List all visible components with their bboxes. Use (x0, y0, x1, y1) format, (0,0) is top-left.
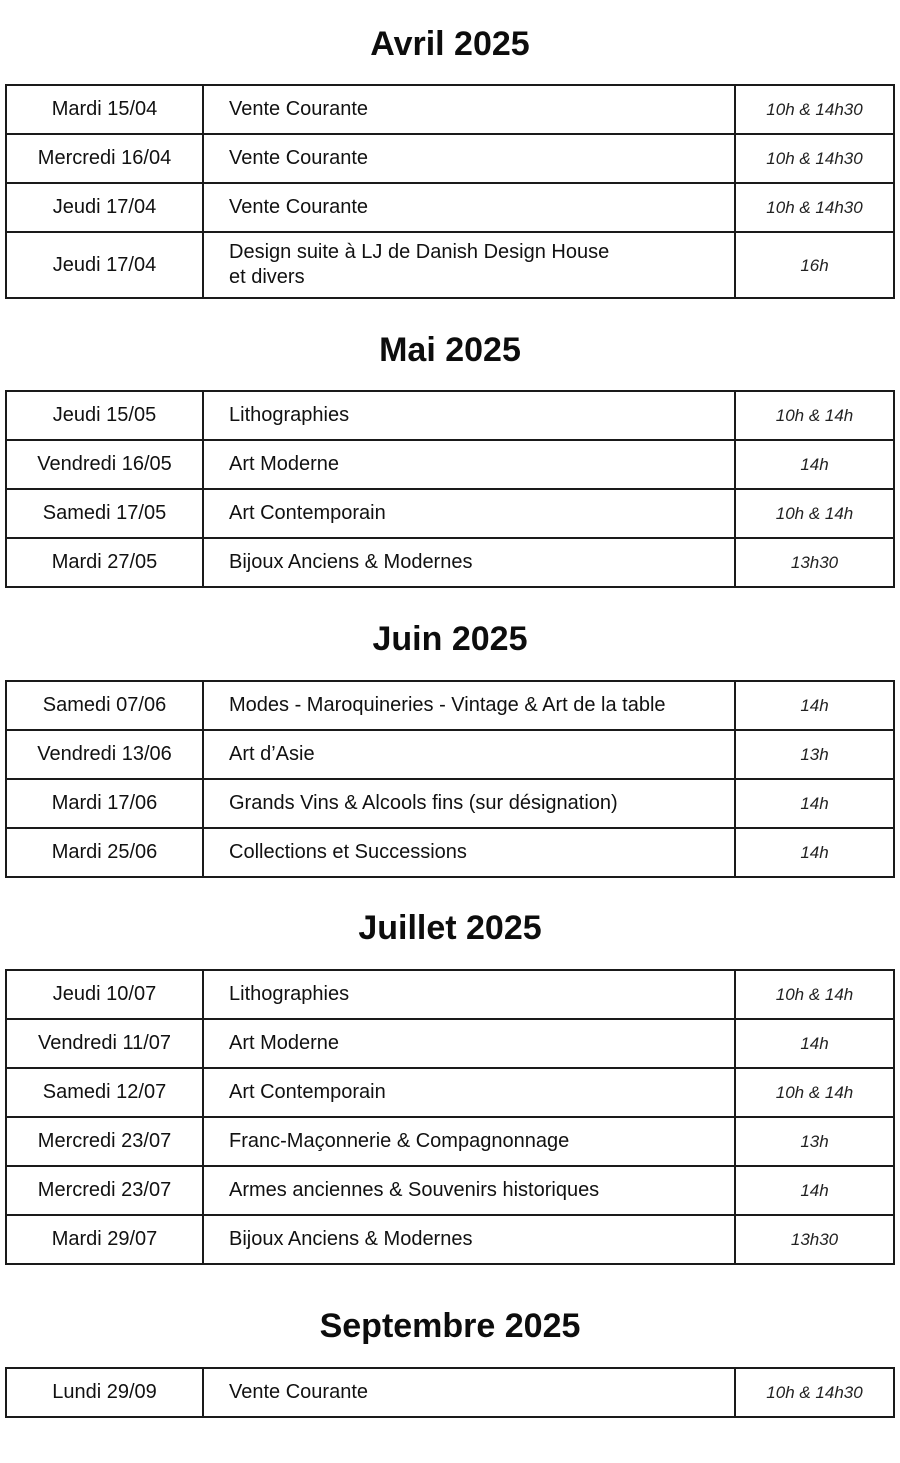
sale-time: 14h (735, 828, 894, 877)
sale-date: Samedi 17/05 (6, 489, 203, 538)
table-row (6, 970, 894, 1019)
table-row (6, 1215, 894, 1264)
table-row (6, 232, 894, 298)
table-row (6, 391, 894, 440)
sale-date: Jeudi 10/07 (6, 970, 203, 1019)
table-row (6, 1068, 894, 1117)
sale-title: Vente Courante (203, 134, 735, 183)
sale-title: Collections et Successions (203, 828, 735, 877)
sale-time: 10h & 14h (735, 1068, 894, 1117)
sale-date: Mardi 15/04 (6, 85, 203, 134)
sale-date: Vendredi 16/05 (6, 440, 203, 489)
sale-title-cell (203, 232, 735, 298)
sale-date: Jeudi 17/04 (6, 183, 203, 232)
table-row (6, 828, 894, 877)
table-row (6, 440, 894, 489)
table-row (6, 1368, 894, 1417)
sale-title: Art d’Asie (203, 730, 735, 779)
sale-title: Modes - Maroquineries - Vintage & Art de la table (203, 681, 735, 730)
schedule-table-mai (5, 390, 895, 588)
table-row (6, 1117, 894, 1166)
sale-time: 10h & 14h30 (735, 134, 894, 183)
table-row (6, 489, 894, 538)
sale-title: Bijoux Anciens & Modernes (203, 538, 735, 587)
month-title-juin: Juin 2025 (372, 620, 528, 658)
sale-time: 14h (735, 681, 894, 730)
table-row (6, 1166, 894, 1215)
month-title-juillet: Juillet 2025 (358, 909, 542, 947)
schedule-table-septembre (5, 1367, 895, 1418)
sale-date: Mardi 25/06 (6, 828, 203, 877)
sale-title: Lithographies (203, 391, 735, 440)
table-row (6, 538, 894, 587)
sale-title: Lithographies (203, 970, 735, 1019)
table-row (6, 1019, 894, 1068)
sale-time: 13h (735, 1117, 894, 1166)
sale-time: 13h30 (735, 1215, 894, 1264)
sale-date: Mercredi 23/07 (6, 1117, 203, 1166)
schedule-table-juin (5, 680, 895, 878)
sale-title: Armes anciennes & Souvenirs historiques (203, 1166, 735, 1215)
sale-title: Grands Vins & Alcools fins (sur désignation) (203, 779, 735, 828)
sale-title: Vente Courante (203, 85, 735, 134)
sale-title: Vente Courante (203, 1368, 735, 1417)
sale-title: Franc-Maçonnerie & Compagnonnage (203, 1117, 735, 1166)
table-row (6, 85, 894, 134)
table-row (6, 779, 894, 828)
sale-time: 10h & 14h30 (735, 183, 894, 232)
table-row (6, 134, 894, 183)
sale-date: Mercredi 16/04 (6, 134, 203, 183)
sale-title: Art Moderne (203, 440, 735, 489)
sale-date: Vendredi 13/06 (6, 730, 203, 779)
sale-title: Art Contemporain (203, 1068, 735, 1117)
sale-title: Vente Courante (203, 183, 735, 232)
sale-date: Mardi 29/07 (6, 1215, 203, 1264)
schedule-table-juillet (5, 969, 895, 1265)
sale-date: Lundi 29/09 (6, 1368, 203, 1417)
sale-time: 10h & 14h30 (735, 85, 894, 134)
month-title-septembre: Septembre 2025 (319, 1307, 581, 1345)
table-row (6, 681, 894, 730)
month-title-avril: Avril 2025 (370, 25, 530, 63)
sale-time: 14h (735, 440, 894, 489)
sale-title: Bijoux Anciens & Modernes (203, 1215, 735, 1264)
sale-time: 10h & 14h30 (735, 1368, 894, 1417)
sale-title: Art Contemporain (203, 489, 735, 538)
sale-date: Mardi 17/06 (6, 779, 203, 828)
sale-time: 14h (735, 779, 894, 828)
sale-date: Jeudi 17/04 (6, 232, 203, 298)
sale-title: Design suite à LJ de Danish Design House et divers (229, 241, 610, 288)
sale-time: 16h (735, 232, 894, 298)
sale-date: Vendredi 11/07 (6, 1019, 203, 1068)
sale-date: Mardi 27/05 (6, 538, 203, 587)
table-row (6, 183, 894, 232)
sale-time: 13h30 (735, 538, 894, 587)
sale-date: Samedi 07/06 (6, 681, 203, 730)
sale-date: Samedi 12/07 (6, 1068, 203, 1117)
schedule-table-avril (5, 84, 895, 299)
sale-date: Mercredi 23/07 (6, 1166, 203, 1215)
sale-time: 10h & 14h (735, 391, 894, 440)
sale-time: 14h (735, 1019, 894, 1068)
sale-title: Art Moderne (203, 1019, 735, 1068)
table-row (6, 730, 894, 779)
sale-time: 14h (735, 1166, 894, 1215)
sale-time: 10h & 14h (735, 489, 894, 538)
sale-time: 13h (735, 730, 894, 779)
sale-time: 10h & 14h (735, 970, 894, 1019)
sale-date: Jeudi 15/05 (6, 391, 203, 440)
month-title-mai: Mai 2025 (379, 331, 521, 369)
